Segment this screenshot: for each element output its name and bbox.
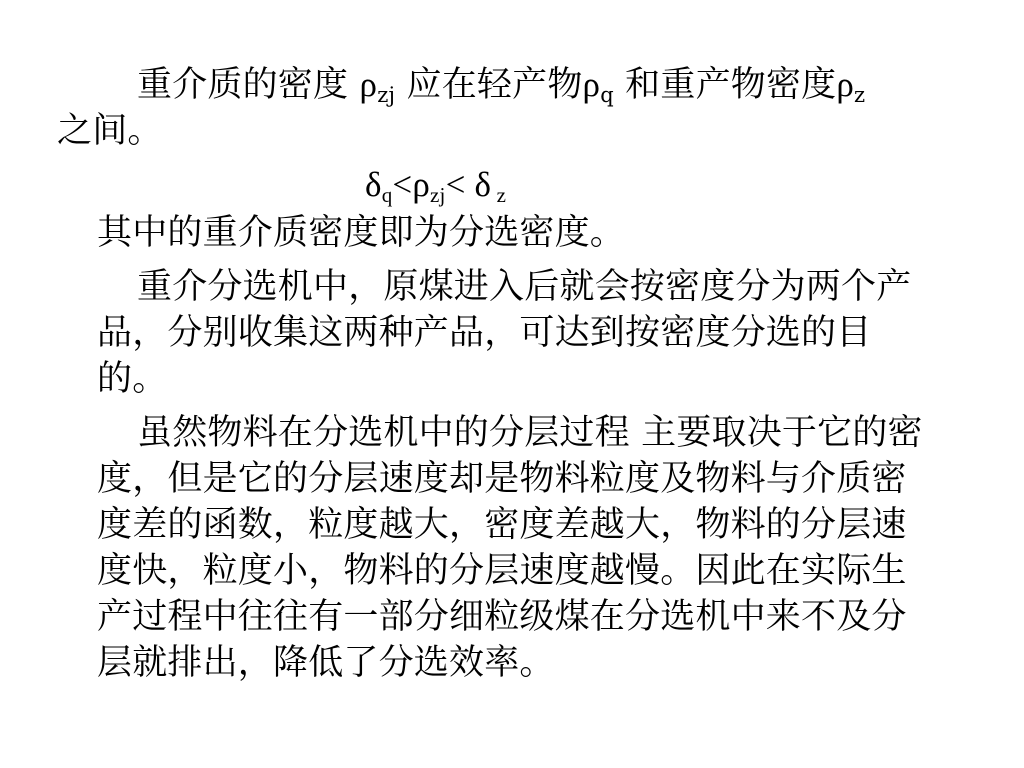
rho-symbol: ρ — [582, 65, 601, 104]
text-segment: 和重产物密度 — [613, 65, 837, 105]
rho-symbol: ρ — [836, 65, 855, 104]
rho-symbol: ρ — [359, 65, 378, 104]
less-than-symbol: < — [392, 165, 413, 204]
subscript-zj: zj — [377, 83, 396, 107]
subscript-q: q — [600, 83, 614, 107]
delta-symbol: δ — [365, 165, 382, 204]
subscript-q: q — [381, 183, 393, 207]
paragraph-density-range — [57, 62, 936, 154]
text-segment: 之间。 — [57, 111, 163, 151]
paragraph-separation-density: 其中的重介质密度即为分选密度。 — [97, 213, 626, 253]
subscript-z: z — [491, 183, 507, 207]
subscript-zj: zj — [430, 183, 446, 207]
text-segment: 应在轻产物 — [395, 65, 583, 105]
less-than-delta: < δ — [445, 165, 492, 204]
text-segment: 重介质的密度 — [137, 65, 360, 105]
paragraph-stratification: 虽然物料在分选机中的分层过程 主要取决于它的密度，但是它的分层速度却是物料粒度及物料与介质密度差的函数，粒度越大，密度差越大，物料的分层速度快，粒度小，物料的分层速度越慢。因此在实际生产过程中往往有一部分细粒级煤在分选机中来不及分层就排出，降低了分选效率。 — [97, 413, 923, 683]
paragraph-separator-products: 重介分选机中，原煤进入后就会按密度分为两个产品，分别收集这两种产品，可达到按密度分选的目的。 — [97, 267, 912, 399]
density-inequality-formula — [97, 162, 936, 210]
rho-symbol: ρ — [412, 165, 431, 204]
subscript-z: z — [854, 83, 866, 107]
